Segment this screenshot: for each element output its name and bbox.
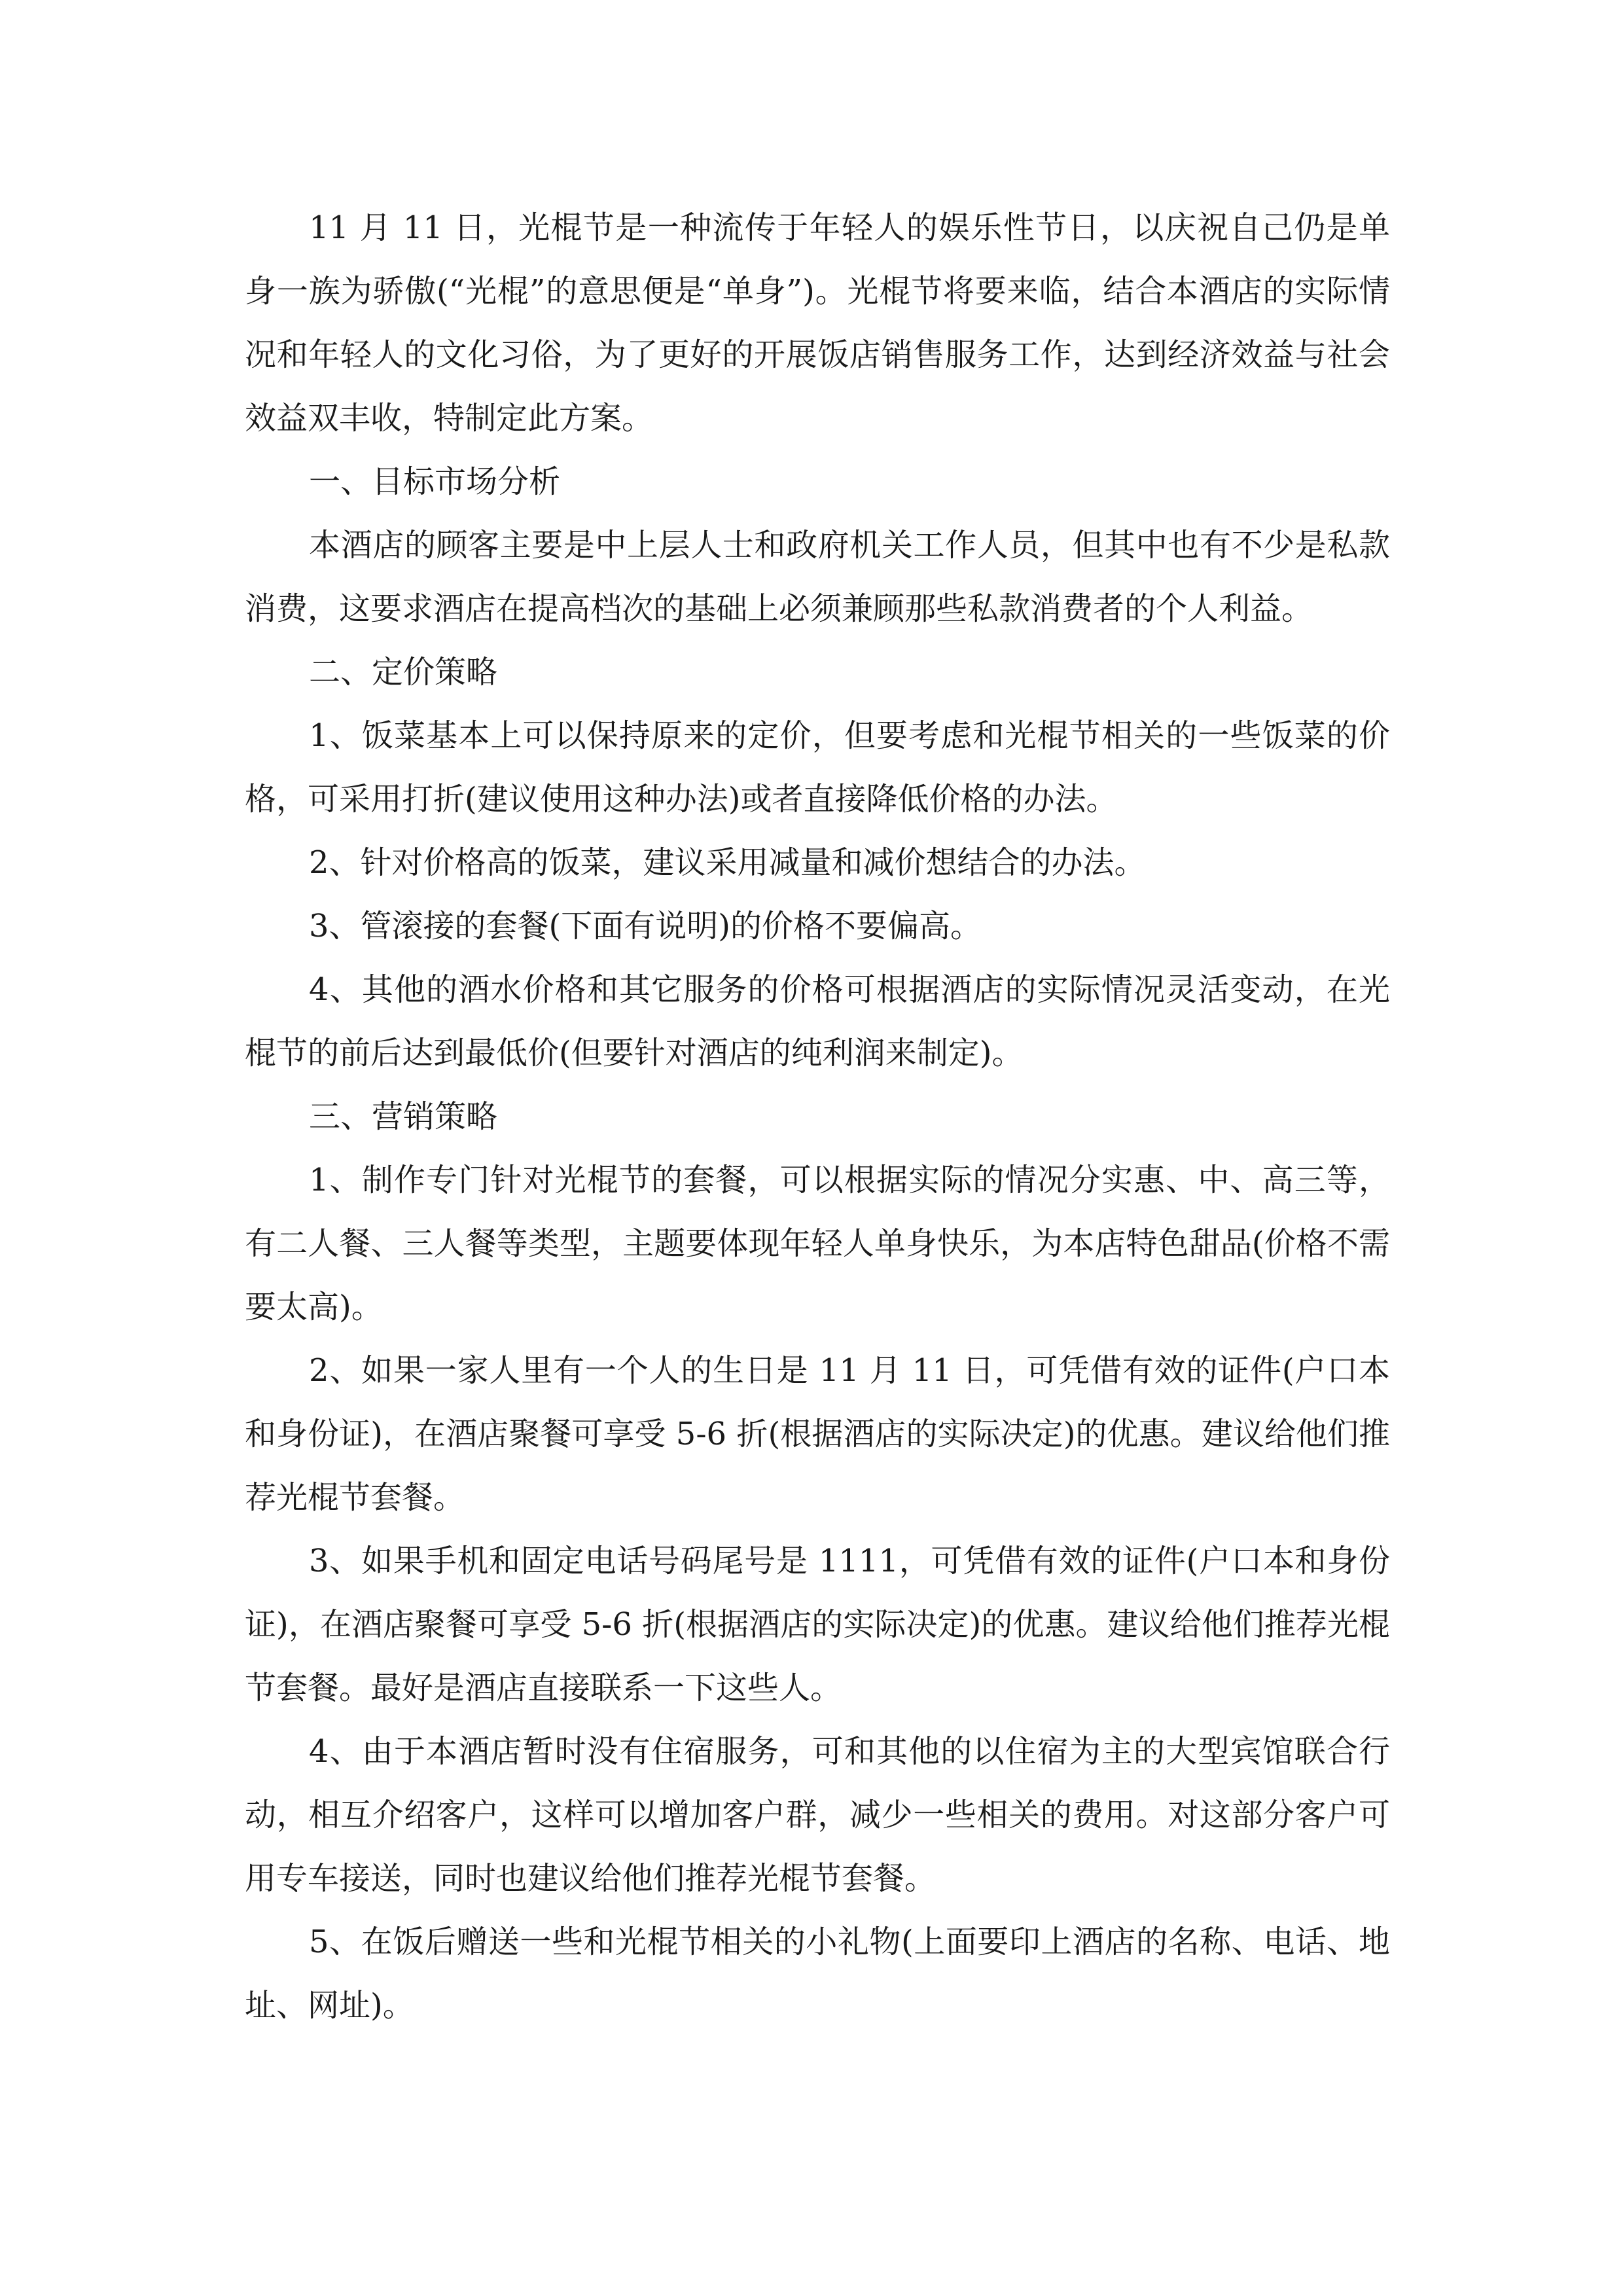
pricing-item-2: 2、针对价格高的饭菜，建议采用减量和减价想结合的办法。 (309, 844, 1146, 881)
pricing-item-3: 3、管滚接的套餐(下面有说明)的价格不要偏高。 (309, 908, 982, 944)
section-heading-pricing: 二、定价策略 (309, 654, 498, 691)
pricing-item-4: 4、其他的酒水价格和其它服务的价格可根据酒店的实际情况灵活变动，在光棍节的前后达到最低价(但要针对酒店的纯利润来制定)。 (245, 971, 1390, 1071)
target-market-paragraph: 本酒店的顾客主要是中上层人士和政府机关工作人员，但其中也有不少是私款消费，这要求酒店在提高档次的基础上必须兼顾那些私款消费者的个人利益。 (245, 527, 1390, 627)
pricing-item-1: 1、饭菜基本上可以保持原来的定价，但要考虑和光棍节相关的一些饭菜的价格，可采用打折(建议使用这种办法)或者直接降低价格的办法。 (245, 717, 1390, 817)
marketing-item-2: 2、如果一家人里有一个人的生日是 11 月 11 日，可凭借有效的证件(户口本和身份证)，在酒店聚餐可享受 5-6 折(根据酒店的实际决定)的优惠。建议给他们推荐光棍节套餐。 (245, 1352, 1390, 1516)
marketing-item-4: 4、由于本酒店暂时没有住宿服务，可和其他的以住宿为主的大型宾馆联合行动，相互介绍客户，这样可以增加客户群，减少一些相关的费用。对这部分客户可用专车接送，同时也建议给他们推荐光棍节套餐。 (245, 1733, 1390, 1897)
marketing-item-3: 3、如果手机和固定电话号码尾号是 1111，可凭借有效的证件(户口本和身份证)，在酒店聚餐可享受 5-6 折(根据酒店的实际决定)的优惠。建议给他们推荐光棍节套餐。最好是酒店直接联系一下这些人。 (245, 1543, 1390, 1706)
document-body (245, 196, 1390, 2037)
section-heading-marketing: 三、营销策略 (309, 1098, 498, 1135)
section-heading-target-market: 一、目标市场分析 (309, 463, 561, 500)
intro-paragraph: 11 月 11 日，光棍节是一种流传于年轻人的娱乐性节日，以庆祝自己仍是单身一族为骄傲(“光棍”的意思便是“单身”)。光棍节将要来临，结合本酒店的实际情况和年轻人的文化习俗，为了更好的开展饭店销售服务工作，达到经济效益与社会效益双丰收，特制定此方案。 (245, 209, 1390, 437)
marketing-item-1: 1、制作专门针对光棍节的套餐，可以根据实际的情况分实惠、中、高三等，有二人餐、三人餐等类型，主题要体现年轻人单身快乐，为本店特色甜品(价格不需要太高)。 (245, 1162, 1390, 1325)
marketing-item-5: 5、在饭后赠送一些和光棍节相关的小礼物(上面要印上酒店的名称、电话、地址、网址)。 (245, 1924, 1390, 2024)
